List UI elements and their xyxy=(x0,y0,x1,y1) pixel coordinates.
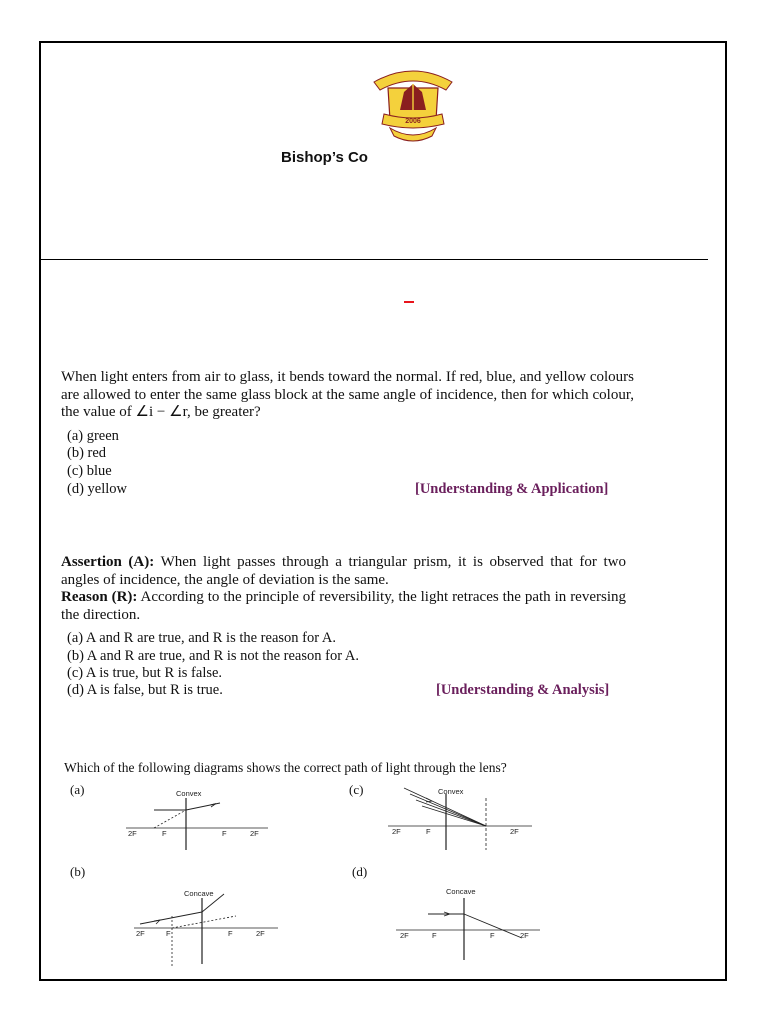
svg-text:2F: 2F xyxy=(400,931,409,940)
svg-text:F: F xyxy=(426,827,431,836)
svg-text:2F: 2F xyxy=(392,827,401,836)
svg-text:2F: 2F xyxy=(128,829,137,838)
svg-text:2006: 2006 xyxy=(405,118,421,125)
svg-text:Concave: Concave xyxy=(446,887,476,896)
q2-option-d: (d) A is false, but R is true. xyxy=(67,682,223,698)
svg-text:Concave: Concave xyxy=(184,889,214,898)
svg-text:F: F xyxy=(222,829,227,838)
q1-option-b: (b) red xyxy=(67,445,107,461)
header-divider xyxy=(41,259,708,260)
diagram-b-concave xyxy=(132,888,282,968)
svg-text:2F: 2F xyxy=(250,829,259,838)
school-crest-icon xyxy=(370,62,456,142)
assertion-label: Assertion (A): xyxy=(61,554,155,570)
svg-text:Convex: Convex xyxy=(438,787,464,796)
q1-option-a: (a) green xyxy=(67,428,119,444)
svg-text:F: F xyxy=(166,929,171,938)
svg-text:2F: 2F xyxy=(256,929,265,938)
svg-text:F: F xyxy=(490,931,495,940)
q3-text: Which of the following diagrams shows the correct path of light through the lens? xyxy=(64,760,507,775)
svg-text:Convex: Convex xyxy=(176,789,202,798)
red-dash-mark xyxy=(404,301,414,303)
q1-text: When light enters from air to glass, it bends toward the normal. If red, blue, and yellow colours are allowed to enter the same glass block at the same angle of incidence, then for which colour, the value of ∠i − ∠r, be greater? xyxy=(61,369,634,420)
reason-text: According to the principle of reversibility, the light retraces the path in reversing the direction. xyxy=(61,589,626,623)
diagram-label-c: (c) xyxy=(349,782,364,797)
diagram-d-concave xyxy=(394,884,544,964)
svg-text:2F: 2F xyxy=(510,827,519,836)
q1-option-d: (d) yellow xyxy=(67,481,127,497)
assertion-text: When light passes through a triangular prism, it is observed that for two angles of incidence, the angle of deviation is the same. xyxy=(61,554,626,588)
svg-text:2F: 2F xyxy=(520,931,529,940)
q1-skill-tag: [Understanding & Application] xyxy=(415,481,609,497)
reason-label: Reason (R): xyxy=(61,589,138,605)
q1-option-c: (c) blue xyxy=(67,463,112,479)
school-name: Bishop’s Co xyxy=(281,149,368,166)
diagram-c-convex xyxy=(386,784,536,854)
diagram-a-convex xyxy=(124,786,274,856)
q2-skill-tag: [Understanding & Analysis] xyxy=(436,682,610,698)
q2-option-c: (c) A is true, but R is false. xyxy=(67,665,223,681)
diagram-label-b: (b) xyxy=(70,864,86,879)
diagram-label-a: (a) xyxy=(70,782,85,797)
diagram-label-d: (d) xyxy=(352,864,368,879)
q2-option-b: (b) A and R are true, and R is not the reason for A. xyxy=(67,648,359,664)
q2-text xyxy=(61,554,626,624)
svg-text:F: F xyxy=(432,931,437,940)
svg-text:2F: 2F xyxy=(136,929,145,938)
svg-text:F: F xyxy=(162,829,167,838)
q2-option-a: (a) A and R are true, and R is the reason for A. xyxy=(67,630,336,646)
svg-text:F: F xyxy=(228,929,233,938)
